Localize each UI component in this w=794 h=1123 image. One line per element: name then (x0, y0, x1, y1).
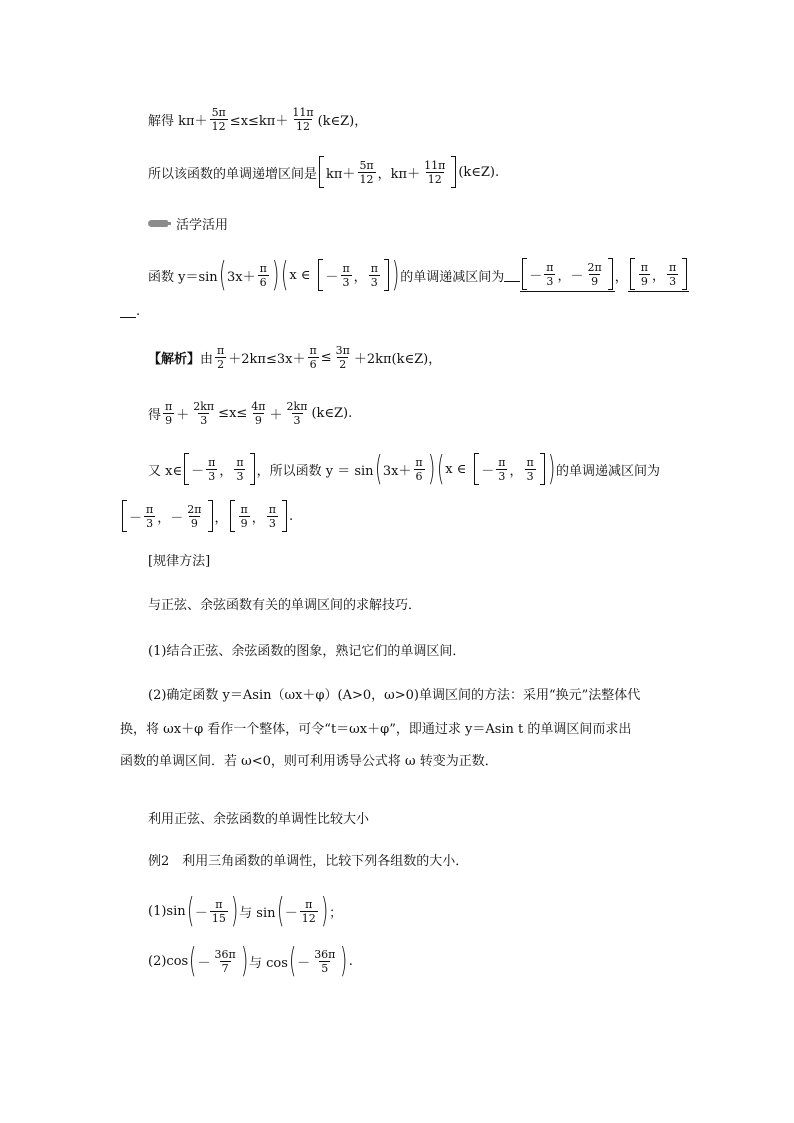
text: 得 (148, 408, 162, 423)
derive-line (148, 400, 352, 427)
right-paren: ) (271, 255, 280, 295)
fraction: $\frac{11\pi}{12}$ (292, 106, 314, 133)
restrict-line: 又 x∈ － $\frac{\pi}{3}$ ， $\frac{\pi}{3}$ ，所以函数 y ＝ sin ( 3x＋ $\frac{\pi}{6}$ ) ( x ∈ － $\frac{\pi}{3}$ ， $\frac{\pi}{3}$ ) 的单调递减区间为 (148, 449, 661, 489)
text: ， (353, 269, 367, 285)
right-bracket (384, 259, 389, 291)
fraction: $\frac{4\pi}{9}$ (251, 400, 266, 427)
restrict-answer-line: － $\frac{\pi}{3}$ ， － $\frac{2\pi}{9}$ ， $\frac{\pi}{9}$ ， $\frac{\pi}{3}$ . (120, 500, 293, 532)
text: 由 (200, 352, 214, 367)
fraction: $\frac{\pi}{3}$ (342, 261, 350, 289)
analysis-label: 【解析】 (148, 352, 201, 367)
text: 利用三角函数的单调性，比较下列各组数的大小． (169, 854, 469, 869)
text: ，kπ＋ (377, 166, 421, 182)
topic2-title: 利用正弦、余弦函数的单调性比较大小 (148, 812, 370, 827)
fraction: $\frac{\pi}{6}$ (259, 261, 267, 289)
rules-p3b: 换，将 ωx＋φ 看作一个整体，可令“t＝ωx＋φ”，即通过求 y＝Asin t 的单调区间而求出 (120, 722, 632, 737)
text: (k∈Z). (458, 164, 500, 180)
right-bracket (451, 156, 456, 188)
text: 的单调递减区间为 (556, 463, 661, 479)
analysis-line (148, 344, 441, 371)
answer-blank (504, 269, 520, 282)
right-paren: ) (391, 255, 400, 295)
example-label: 例2 (148, 854, 170, 869)
fraction: $\frac{3\pi}{2}$ (335, 344, 350, 371)
question-1: (1)sin ( － $\frac{\pi}{15}$ ) 与 sin ( － $\frac{\pi}{12}$ ) ； (148, 891, 343, 931)
fraction: $\frac{5\pi}{12}$ (359, 158, 374, 186)
text: ＋ (176, 408, 190, 423)
left-bracket (318, 259, 323, 291)
fraction: $\frac{2k\pi}{3}$ (286, 400, 308, 427)
text: ＋ (269, 408, 283, 423)
fraction: $\frac{5\pi}{12}$ (211, 106, 226, 133)
text: ≤ (320, 350, 332, 365)
fraction: $\frac{\pi}{6}$ (309, 344, 317, 371)
left-paren: ( (281, 255, 289, 295)
increasing-interval-line (148, 156, 499, 188)
fraction: $\frac{11\pi}{12}$ (424, 158, 446, 186)
text: (k∈Z)， (317, 114, 368, 129)
text: 又 x∈ (148, 463, 183, 479)
fraction: $\frac{2k\pi}{3}$ (193, 400, 215, 427)
practice-header (148, 214, 228, 233)
text: 函数 y＝sin (148, 269, 218, 285)
text: 的单调递减区间为 (400, 269, 505, 285)
text: ＋2kπ(k∈Z)， (353, 352, 442, 367)
text: 所以该函数的单调递增区间是 (148, 166, 318, 182)
rules-p2: (1)结合正弦、余弦函数的图象，熟记它们的单调区间． (148, 644, 466, 659)
text: 3x＋ (226, 269, 256, 285)
answer-interval-2: $\frac{\pi}{9}$ ， $\frac{\pi}{3}$ (628, 258, 689, 292)
solve-line (148, 106, 367, 133)
answer-interval-1: － $\frac{\pi}{3}$ ， － $\frac{2\pi}{9}$ (520, 258, 615, 292)
answer-blank (120, 305, 136, 318)
text: (k∈Z). (311, 406, 353, 421)
rules-p3c: 函数的单调区间．若 ω<0，则可利用诱导公式将 ω 转变为正数． (120, 754, 498, 769)
left-paren: ( (218, 255, 226, 295)
section-title: 活学活用 (176, 218, 229, 233)
rules-p3a: (2)确定函数 y＝Asin（ωx＋φ）(A>0，ω>0)单调区间的方法：采用“换元”法整体代 (148, 688, 641, 703)
problem-tail (120, 304, 140, 319)
problem-line (148, 255, 689, 295)
text: － (325, 269, 339, 285)
example2-line (148, 850, 468, 869)
fraction: $\frac{\pi}{3}$ (370, 261, 378, 289)
text: . (136, 304, 141, 319)
text: kπ＋ (326, 166, 356, 182)
fraction: $\frac{\pi}{2}$ (217, 344, 225, 371)
text: ≤x≤ (218, 406, 248, 421)
left-bracket (319, 156, 324, 188)
rules-header: [规律方法] (148, 554, 211, 569)
hand-pointer-icon (148, 220, 168, 227)
text: ≤x≤kπ＋ (229, 114, 289, 129)
text: ＋2kπ≤3x＋ (228, 352, 306, 367)
fraction: $\frac{\pi}{9}$ (165, 400, 173, 427)
text: x ∈ (289, 267, 311, 283)
rules-p1: 与正弦、余弦函数有关的单调区间的求解技巧． (148, 598, 422, 613)
text: ， (614, 269, 628, 285)
text: 解得 kπ＋ (148, 114, 208, 129)
text: ，所以函数 y ＝ sin (256, 463, 374, 479)
question-2: (2)cos ( － $\frac{36\pi}{7}$ ) 与 cos ( － $\frac{36\pi}{5}$ ) . (148, 941, 353, 981)
